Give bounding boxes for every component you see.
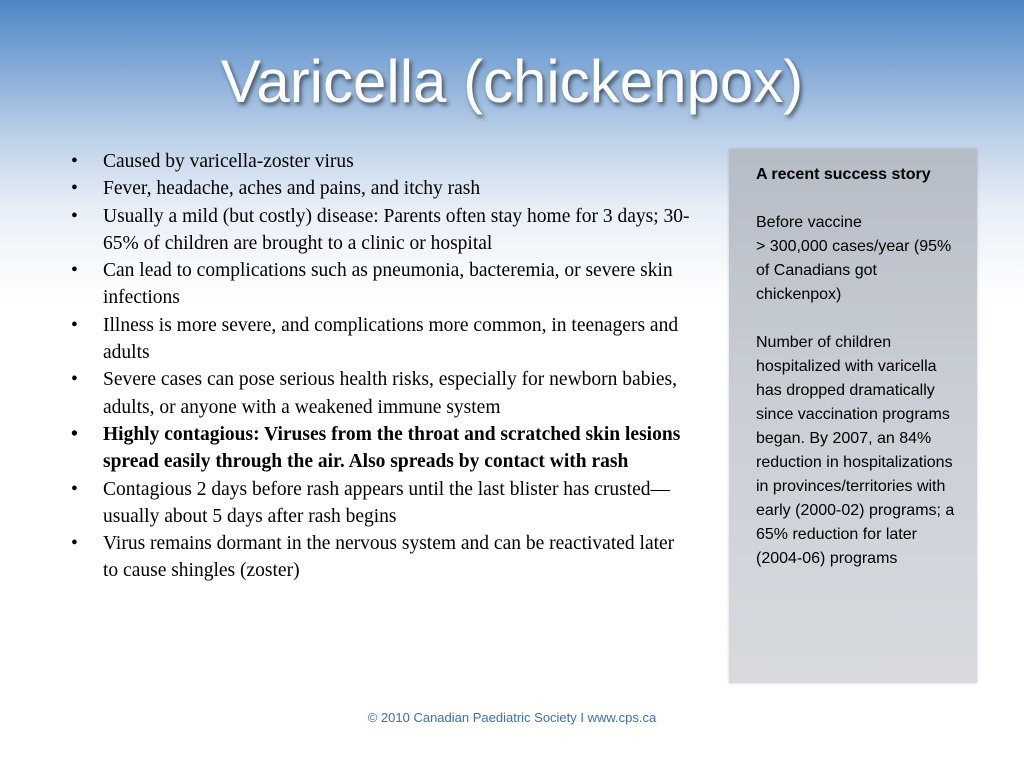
bullet-text: Illness is more severe, and complications more common, in teenagers and adults — [103, 314, 679, 364]
bullet-item — [68, 530, 690, 585]
bullet-text: Severe cases can pose serious health risks, especially for newborn babies, adults, or anyone with a weakened immune system — [103, 369, 677, 418]
bullet-item — [68, 257, 690, 312]
success-story-text — [756, 163, 961, 571]
bullet-item — [68, 175, 690, 202]
slide-title: Varicella (chickenpox) — [220, 48, 804, 115]
bullet-marker: • — [71, 533, 78, 555]
bullet-item — [68, 476, 690, 531]
bullet-marker: • — [71, 205, 78, 227]
footer-copyright: © 2010 Canadian Paediatric Society I www.cps.ca — [367, 710, 657, 725]
bullet-item — [68, 312, 690, 367]
bullet-item — [68, 203, 690, 258]
hospitalization-paragraph: Number of children hospitalized with varicella has dropped dramatically since vaccination programs began. By 2007, an 84% reduction in hospitalizations in provinces/territories with early (2000-02) programs; a 65% reduction for later (2004-06) programs — [756, 334, 955, 567]
bullet-item — [68, 366, 690, 421]
bullet-marker: • — [71, 151, 78, 172]
bullet-list — [68, 148, 690, 585]
bullet-text: Fever, headache, aches and pains, and itchy rash — [103, 178, 481, 200]
bullet-text: Usually a mild (but costly) disease: Parents often stay home for 3 days; 30-65% of children are brought to a clinic or hospital — [103, 205, 690, 254]
before-vaccine-paragraph: Before vaccine > 300,000 cases/year (95% of Canadians got chickenpox) — [756, 214, 952, 303]
bullet-text: Can lead to complications such as pneumonia, bacteremia, or severe skin infections — [103, 260, 673, 309]
success-story-box — [729, 149, 977, 683]
bullet-text: Caused by varicella-zoster virus — [103, 151, 354, 172]
bullet-text: Virus remains dormant in the nervous system and can be reactivated later to cause shingles (zoster) — [103, 533, 675, 582]
bullet-marker: • — [71, 314, 78, 336]
bullet-marker: • — [71, 260, 78, 282]
bullet-item — [68, 421, 690, 476]
success-story-heading: A recent success story — [756, 166, 931, 183]
bullet-text: Contagious 2 days before rash appears until the last blister has crusted—usually about 5 days after rash begins — [103, 478, 670, 527]
bullet-item — [68, 148, 690, 175]
bullet-marker: • — [71, 178, 78, 200]
bullet-marker: • — [71, 369, 78, 391]
bullet-marker: • — [71, 423, 78, 445]
bullet-marker: • — [71, 478, 78, 500]
bullet-text: Highly contagious: Viruses from the throat and scratched skin lesions spread easily through the air. Also spreads by contact with rash — [103, 423, 681, 473]
